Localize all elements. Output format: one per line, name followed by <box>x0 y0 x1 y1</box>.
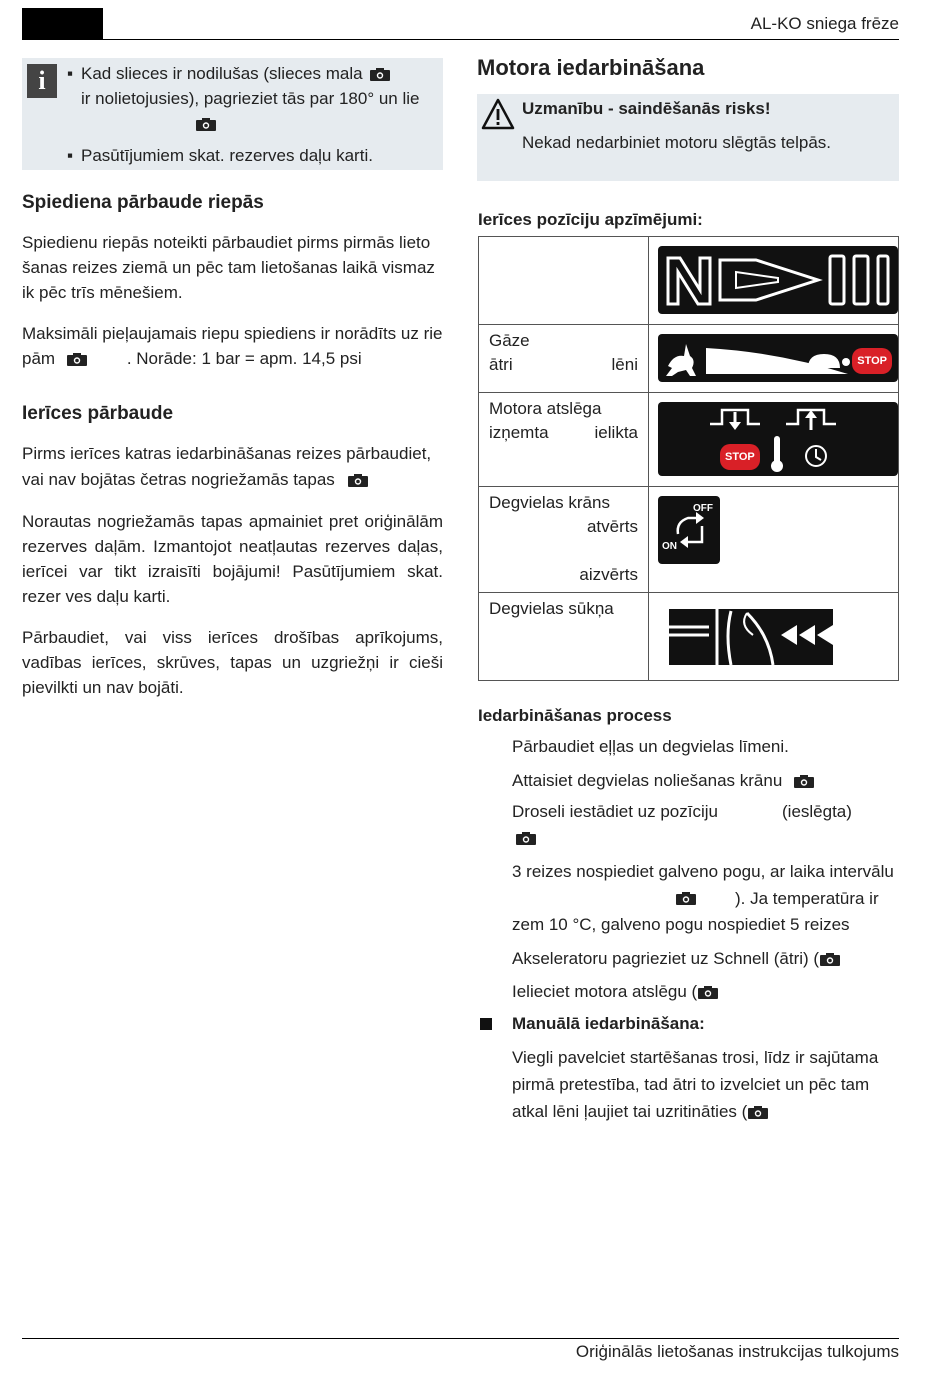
process-step-4-line-1: 3 reizes nospiediet galveno pogu, ar laika intervālu <box>512 862 894 881</box>
process-step-3-text: Droseli iestādiet uz pozīciju <box>512 802 718 821</box>
table-row <box>479 325 899 393</box>
info-bullet-2: ▪ <box>67 146 74 165</box>
device-check-paragraph-3: Pārbaudiet, vai viss ierīces drošības aprīkojums, vadības ierīces, skrūves, tapas un uzgriežņi ir cieši pievilkti un nav bojāti. <box>22 628 443 697</box>
fuel-tap-on-text: ON <box>662 541 677 552</box>
manual-start-bullet <box>480 1017 492 1035</box>
choke-symbol-image <box>658 246 898 314</box>
header-title: AL-KO sniega frēze <box>750 14 899 33</box>
camera-icon <box>748 1106 768 1119</box>
table-row <box>479 237 899 325</box>
tires-paragraph-2-line-2: pām . Norāde: 1 bar = apm. 14,5 psi <box>22 349 362 368</box>
throttle-symbol-image <box>658 334 898 382</box>
turtle-icon <box>808 354 840 368</box>
fuel-tap-symbol-image <box>658 496 720 564</box>
header-black-block <box>22 8 103 39</box>
info-item-1-line-1: Kad slieces ir nodilušas (slieces mala <box>81 61 393 86</box>
positions-table <box>478 236 899 681</box>
process-heading: Iedarbināšanas process <box>478 706 672 725</box>
ignition-key-symbol-image <box>658 402 898 476</box>
camera-icon <box>698 986 718 999</box>
process-step-1: Pārbaudiet eļļas un degvielas līmeni. <box>512 737 789 756</box>
camera-icon <box>196 118 216 131</box>
warning-text: Nekad nedarbiniet motoru slēgtās telpās. <box>522 133 832 152</box>
device-check-heading: Ierīces pārbaude <box>22 403 174 424</box>
camera-icon <box>516 832 536 845</box>
stop-badge: STOP <box>852 348 892 374</box>
key-out-label: izņemta <box>489 423 549 442</box>
warning-triangle-icon <box>481 98 515 130</box>
fuel-tap-off-text: OFF <box>693 503 713 514</box>
camera-icon <box>370 68 390 81</box>
process-step-4-line-2: ). Ja temperatūra ir <box>735 889 879 908</box>
process-step-6: Ielieciet motora atslēgu ( <box>512 979 721 1004</box>
process-step-5: Akseleratoru pagrieziet uz Schnell (ātri) ( <box>512 946 843 971</box>
positions-heading: Ierīces pozīciju apzīmējumi: <box>478 210 703 229</box>
footer-text: Oriģinālās lietošanas instrukcijas tulkojums <box>575 1342 899 1361</box>
camera-icon <box>794 775 814 788</box>
device-check-paragraph-2: Norautas nogriežamās tapas apmainiet pret oriģinālām rezerves daļām. Izmantojot neatļautas rezerves daļas, ierīcei var tikt izraisīti bojājumi! Pasūtījumiem skat. rezer ves daļu karti. <box>22 512 443 606</box>
rotate-arrows-icon <box>658 496 720 564</box>
stop-badge: STOP <box>720 444 760 470</box>
info-item-2: Pasūtījumiem skat. rezerves daļu karti. <box>81 146 373 165</box>
table-row <box>479 593 899 681</box>
process-step-3-state: (ieslēgta) <box>782 802 852 821</box>
camera-icon <box>820 953 840 966</box>
key-in-label: ielikta <box>594 423 638 442</box>
rabbit-icon <box>666 344 696 376</box>
manual-start-heading: Manuālā iedarbināšana: <box>512 1014 705 1033</box>
choke-positions-icon <box>658 246 898 314</box>
fuel-tap-open-label: atvērts <box>586 517 638 536</box>
table-row <box>479 393 899 487</box>
process-step-4-line-3: zem 10 °C, galveno pogu nospiediet 5 reizes <box>512 915 850 934</box>
thermometer-icon <box>774 436 780 464</box>
camera-icon <box>67 353 87 366</box>
device-check-paragraph-1-line-2: vai nav bojātas četras nogriežamās tapas <box>22 467 443 492</box>
key-label: Motora atslēga <box>489 399 602 418</box>
primer-pump-icon <box>669 605 835 667</box>
footer-rule <box>22 1338 899 1339</box>
key-positions-icon <box>658 402 898 476</box>
gas-label: Gāze <box>489 331 530 350</box>
device-check-paragraph-1-line-1: Pirms ierīces katras iedarbināšanas reizes pārbaudiet, <box>22 444 432 463</box>
tires-paragraph-1: Spiedienu riepās noteikti pārbaudiet pirms pirmās lieto šanas reizes ziemā un pēc tam lietošanas laikā vismaz ik pēc trīs mēnešiem. <box>22 233 435 302</box>
info-icon: i <box>27 64 57 98</box>
info-bullet-1: ▪ <box>67 64 74 83</box>
table-row <box>479 487 899 593</box>
manual-start-text: Viegli pavelciet startēšanas trosi, līdz ir sajūtama pirmā pretestība, tad ātri to izvelciet un pēc tam atkal lēni ļaujiet tai uzritināties ( <box>512 1048 879 1121</box>
header-rule <box>22 39 899 40</box>
camera-icon <box>676 892 696 905</box>
fuel-tap-closed-label: aizvērts <box>579 565 638 584</box>
engine-start-heading: Motora iedarbināšana <box>477 55 705 80</box>
gas-fast-label: ātri <box>489 355 513 374</box>
fuel-pump-label: Degvielas sūkņa <box>489 599 614 618</box>
info-item-1-line-2: ir nolietojusies), pagrieziet tās par 180° un lie <box>81 89 420 108</box>
camera-icon <box>348 474 368 487</box>
warning-title: Uzmanību - saindēšanās risks! <box>522 99 771 118</box>
process-step-2: Attaisiet degvielas noliešanas krānu <box>512 768 817 793</box>
tires-paragraph-2-line-1: Maksimāli pieļaujamais riepu spiediens ir norādīts uz rie <box>22 324 443 343</box>
tires-heading: Spiediena pārbaude riepās <box>22 192 264 213</box>
gas-slow-label: lēni <box>611 355 638 374</box>
fuel-tap-label: Degvielas krāns <box>489 493 610 512</box>
